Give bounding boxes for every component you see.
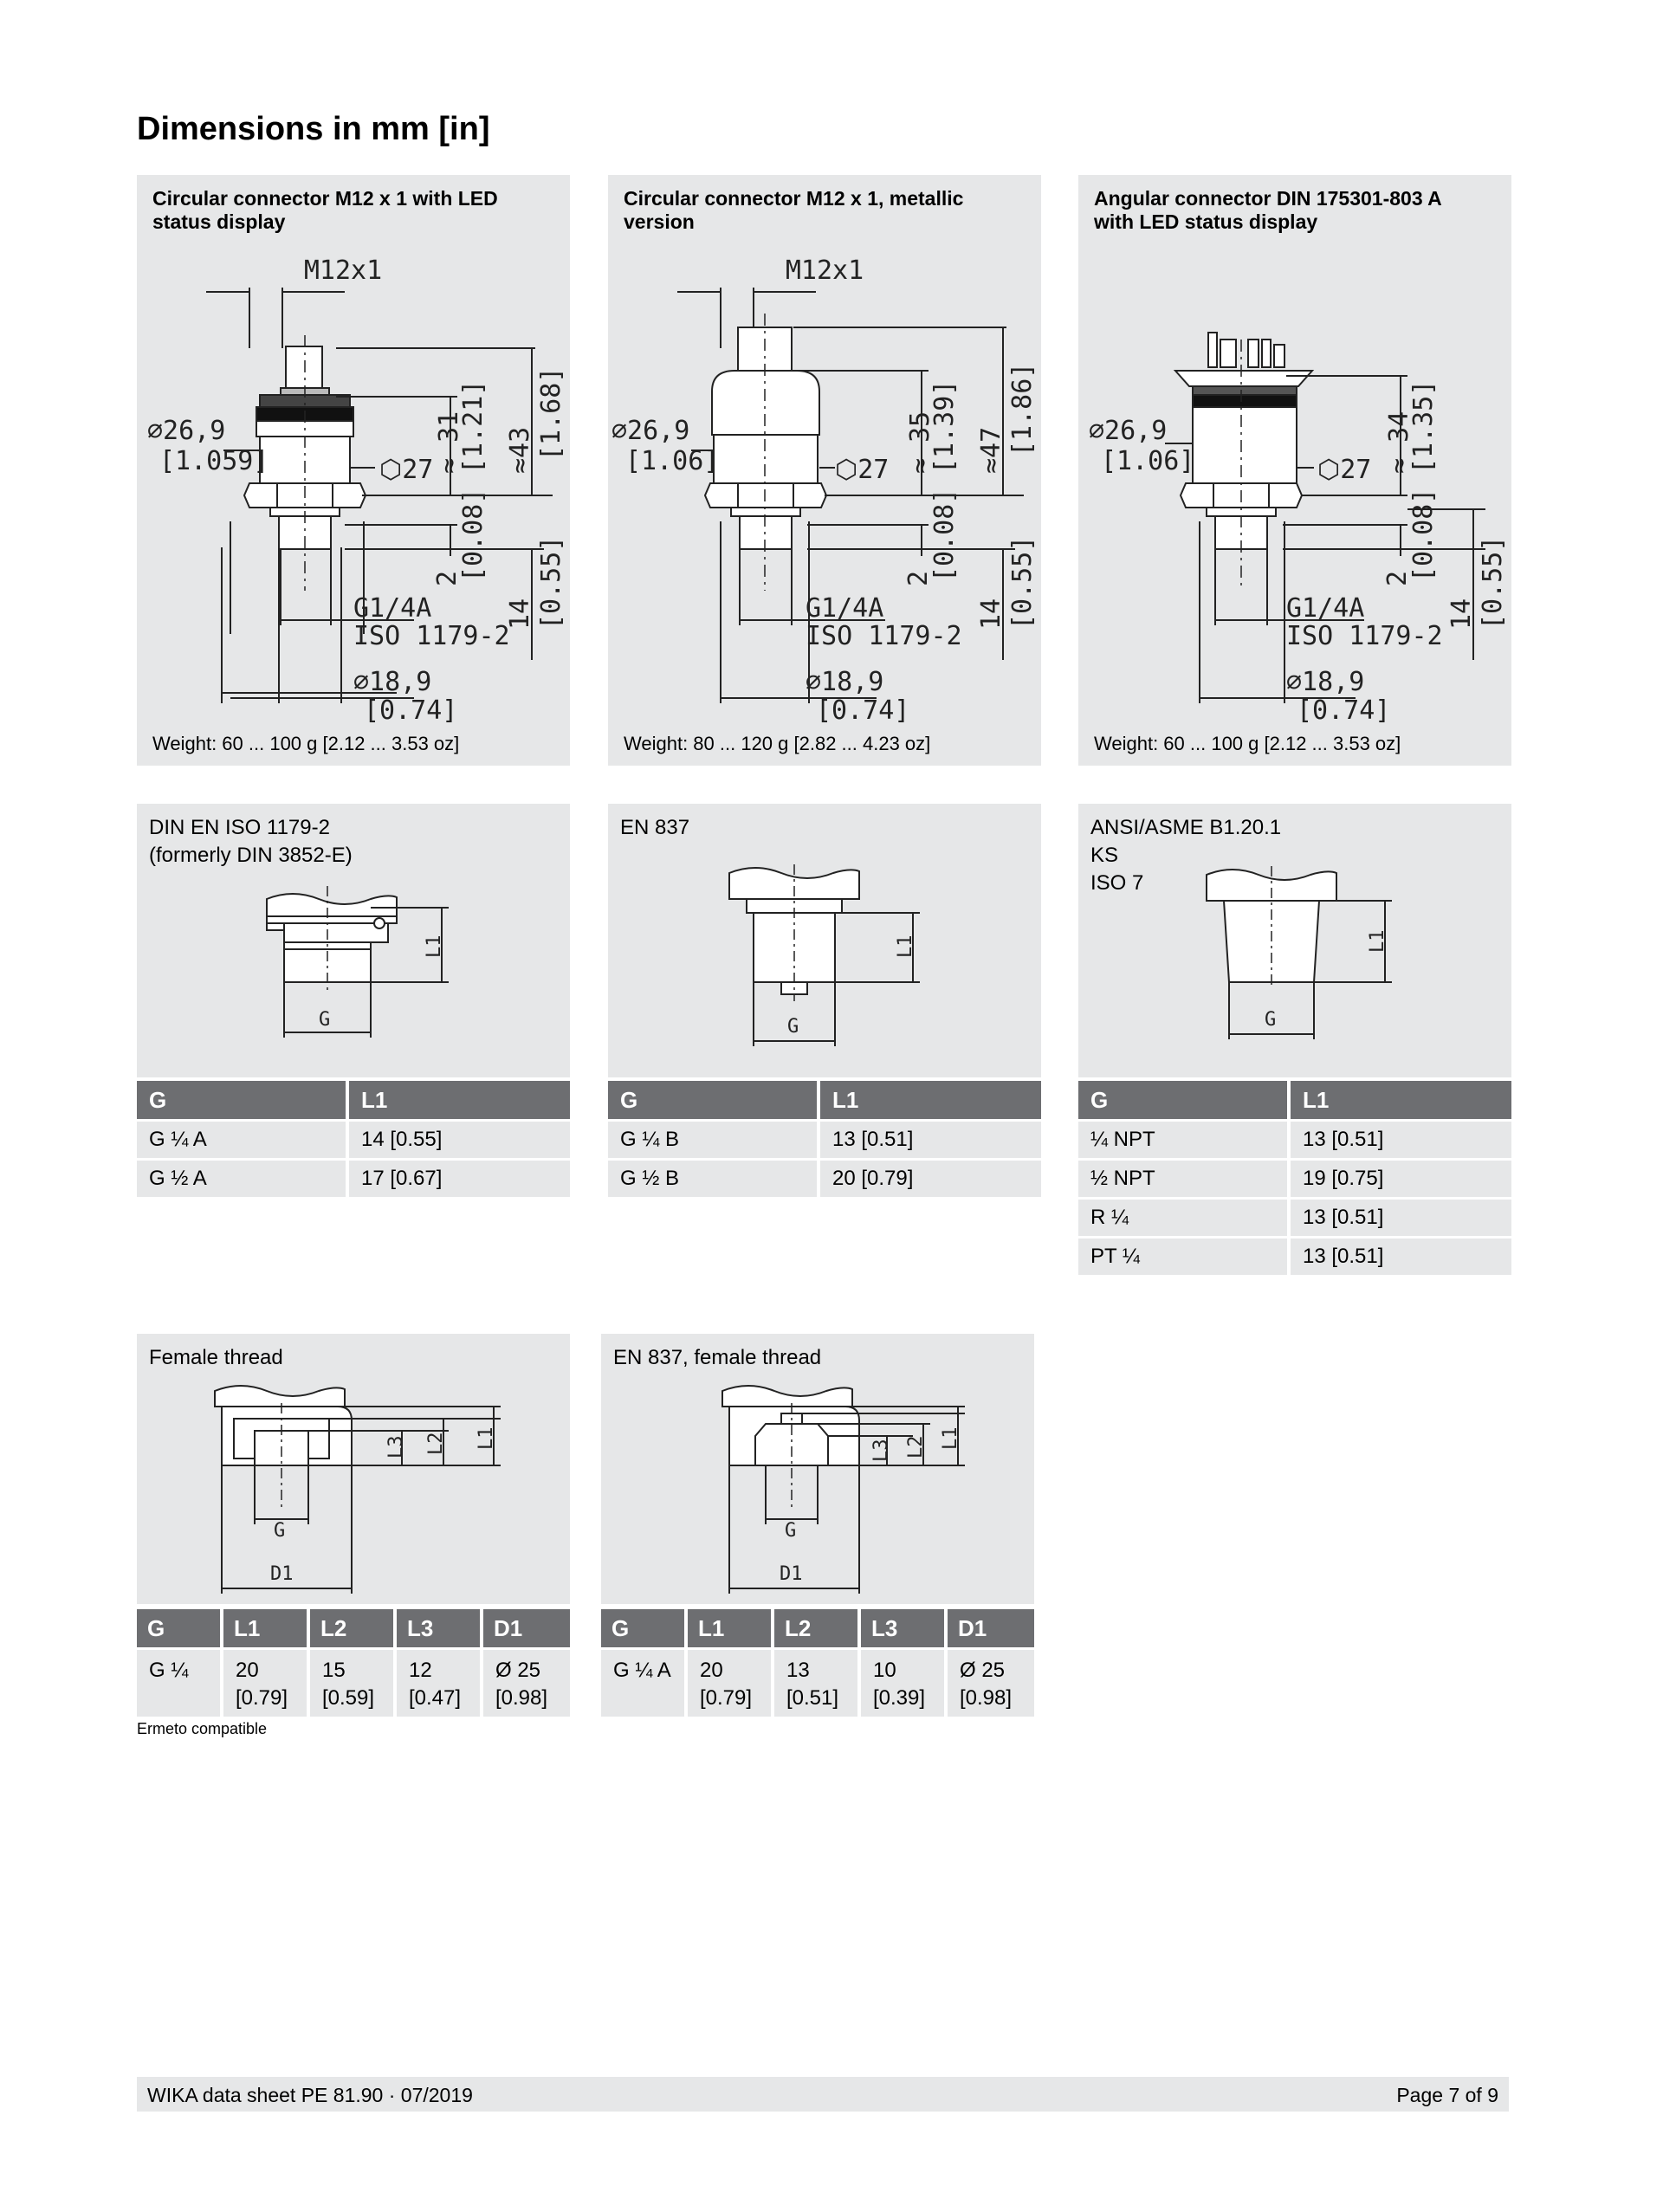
dim-hex: ⬡27 xyxy=(835,455,890,485)
drawing-m12-led xyxy=(137,175,570,766)
dim-h1: ≈ 31 xyxy=(434,411,464,474)
table-row: G ½ B 20 [0.79] xyxy=(608,1158,1041,1197)
dim-d2: ⌀18,9 xyxy=(353,667,432,697)
weight-text: Weight: 80 ... 120 g [2.82 ... 4.23 oz] xyxy=(624,733,931,754)
weight-text: Weight: 60 ... 100 g [2.12 ... 3.53 oz] xyxy=(1094,733,1401,754)
dim-l1: L1 xyxy=(476,1426,497,1450)
dim-h1-in: [1.21] xyxy=(458,379,489,474)
dim-l2: L2 xyxy=(905,1435,927,1458)
dim-l1: L1 xyxy=(940,1426,961,1450)
connector-panel-angular xyxy=(1078,175,1511,766)
dim-h2: ≈47 xyxy=(976,426,1006,474)
dim-fourteen: 14 xyxy=(976,598,1006,630)
dim-d1: D1 xyxy=(270,1563,294,1585)
dim-h1-in: [1.35] xyxy=(1408,379,1439,474)
dim-d1: D1 xyxy=(780,1563,803,1585)
dim-d2: ⌀18,9 xyxy=(806,667,884,697)
dim-two: 2 xyxy=(1382,570,1413,586)
dim-hex: ⬡27 xyxy=(379,455,434,485)
dim-g: G1/4A xyxy=(1286,593,1365,624)
dim-thread: M12x1 xyxy=(303,255,383,286)
ermeto-note: Ermeto compatible xyxy=(137,1720,268,1737)
dim-l1: L1 xyxy=(424,935,445,958)
dim-two: 2 xyxy=(432,570,463,586)
thread-panel-din xyxy=(137,804,570,1077)
connector-panel-m12-led xyxy=(137,175,570,766)
dim-dia-in: [1.059] xyxy=(159,446,269,476)
dim-l1: L1 xyxy=(1367,929,1388,953)
table-row: G ¼ A 20 [0.79] 13 [0.51] 10 [0.39] Ø 25 [0.98] xyxy=(601,1647,1034,1717)
dim-h2-in: [1.86] xyxy=(1007,362,1038,456)
panel-label: EN 837 xyxy=(620,816,690,839)
thread-panel-npt xyxy=(1078,804,1511,1077)
footer-doc-id: WIKA data sheet PE 81.90 · 07/2019 xyxy=(147,2084,473,2106)
dim-fourteen-in: [0.55] xyxy=(1478,535,1508,630)
panel-label: DIN EN ISO 1179-2 (formerly DIN 3852-E) xyxy=(149,816,353,867)
thread-table-npt: G L1 ¼ NPT 13 [0.51] ½ NPT 19 [0.75] R ¼ 13 [0.51] PT ¼ 13 [0.51] xyxy=(1078,1081,1511,1275)
panel-label: Female thread xyxy=(149,1346,283,1369)
dim-two-in: [0.08] xyxy=(1408,488,1439,582)
dim-l1: L1 xyxy=(895,935,916,958)
drawing-m12-metallic xyxy=(608,175,1041,766)
dim-g: G xyxy=(1265,1009,1277,1031)
dim-dia: ⌀26,9 xyxy=(147,416,226,446)
en837-female-thread-table: G L1 L2 L3 D1 G ¼ A 20 [0.79] 13 [0.51] 10 [0.39] Ø 25 [0.98] xyxy=(601,1609,1034,1717)
panel-label: ANSI/ASME B1.20.1 KS ISO 7 xyxy=(1090,816,1282,895)
panel-label: EN 837, female thread xyxy=(613,1346,822,1369)
dim-thread: M12x1 xyxy=(785,255,864,286)
thread-panel-en837 xyxy=(608,804,1041,1077)
dim-iso: ISO 1179-2 xyxy=(1286,621,1443,651)
table-row: R ¼ 13 [0.51] xyxy=(1078,1197,1511,1236)
table-row: G ¼ 20 [0.79] 15 [0.59] 12 [0.47] Ø 25 [0.98] xyxy=(137,1647,570,1717)
dim-dia-in: [1.06] xyxy=(1101,446,1195,476)
thread-table-din: G L1 G ¼ A 14 [0.55] G ½ A 17 [0.67] xyxy=(137,1081,570,1197)
dim-h1: ≈ 34 xyxy=(1384,411,1414,474)
dim-hex: ⬡27 xyxy=(1317,455,1372,485)
dim-fourteen: 14 xyxy=(505,598,535,630)
table-row: G ¼ A 14 [0.55] xyxy=(137,1119,570,1158)
dim-g: G1/4A xyxy=(806,593,884,624)
table-row: G ¼ B 13 [0.51] xyxy=(608,1119,1041,1158)
dim-iso: ISO 1179-2 xyxy=(353,621,510,651)
dim-d2-in: [0.74] xyxy=(364,695,458,726)
table-row: G ½ A 17 [0.67] xyxy=(137,1158,570,1197)
dim-dia: ⌀26,9 xyxy=(611,416,690,446)
dim-two: 2 xyxy=(903,570,934,586)
dim-g: G xyxy=(787,1016,799,1038)
weight-text: Weight: 60 ... 100 g [2.12 ... 3.53 oz] xyxy=(152,733,460,754)
dim-g: G xyxy=(274,1520,286,1542)
drawing-angular xyxy=(1078,175,1511,766)
dim-two-in: [0.08] xyxy=(458,488,489,582)
dim-h2: ≈43 xyxy=(505,426,535,474)
panel-title: Circular connector M12 x 1, metallic version xyxy=(624,187,964,233)
table-row: PT ¼ 13 [0.51] xyxy=(1078,1236,1511,1275)
panel-title: Angular connector DIN 175301-803 A with LED status display xyxy=(1094,187,1441,233)
dim-g: G xyxy=(319,1009,331,1031)
dim-g: G1/4A xyxy=(353,593,432,624)
dim-fourteen-in: [0.55] xyxy=(536,535,566,630)
dim-l3: L3 xyxy=(385,1435,407,1458)
dim-h1: ≈ 35 xyxy=(905,411,935,474)
dim-g: G xyxy=(785,1520,797,1542)
female-thread-table: G L1 L2 L3 D1 G ¼ 20 [0.79] 15 [0.59] 12 [0.47] Ø 25 [0.98] xyxy=(137,1609,570,1717)
table-row: ½ NPT 19 [0.75] xyxy=(1078,1158,1511,1197)
dim-fourteen-in: [0.55] xyxy=(1007,535,1038,630)
connector-panel-m12-metallic xyxy=(608,175,1041,766)
dim-d2: ⌀18,9 xyxy=(1286,667,1365,697)
dim-l2: L2 xyxy=(425,1432,447,1455)
dim-dia: ⌀26,9 xyxy=(1089,416,1168,446)
dim-h2-in: [1.68] xyxy=(536,366,566,461)
dim-d2-in: [0.74] xyxy=(816,695,910,726)
page-title: Dimensions in mm [in] xyxy=(137,111,490,147)
footer xyxy=(137,2077,1509,2112)
table-row: ¼ NPT 13 [0.51] xyxy=(1078,1119,1511,1158)
dim-d2-in: [0.74] xyxy=(1297,695,1391,726)
dim-l3: L3 xyxy=(870,1439,892,1462)
dim-dia-in: [1.06] xyxy=(625,446,720,476)
dim-iso: ISO 1179-2 xyxy=(806,621,962,651)
footer-page-number: Page 7 of 9 xyxy=(1396,2084,1498,2106)
en837-female-thread-panel xyxy=(601,1334,1034,1604)
female-thread-panel xyxy=(137,1334,570,1604)
thread-table-en837: G L1 G ¼ B 13 [0.51] G ½ B 20 [0.79] xyxy=(608,1081,1041,1197)
dim-fourteen: 14 xyxy=(1446,598,1477,630)
panel-title: Circular connector M12 x 1 with LED status display xyxy=(152,187,498,233)
dim-two-in: [0.08] xyxy=(929,488,960,582)
dim-h1-in: [1.39] xyxy=(929,379,960,474)
